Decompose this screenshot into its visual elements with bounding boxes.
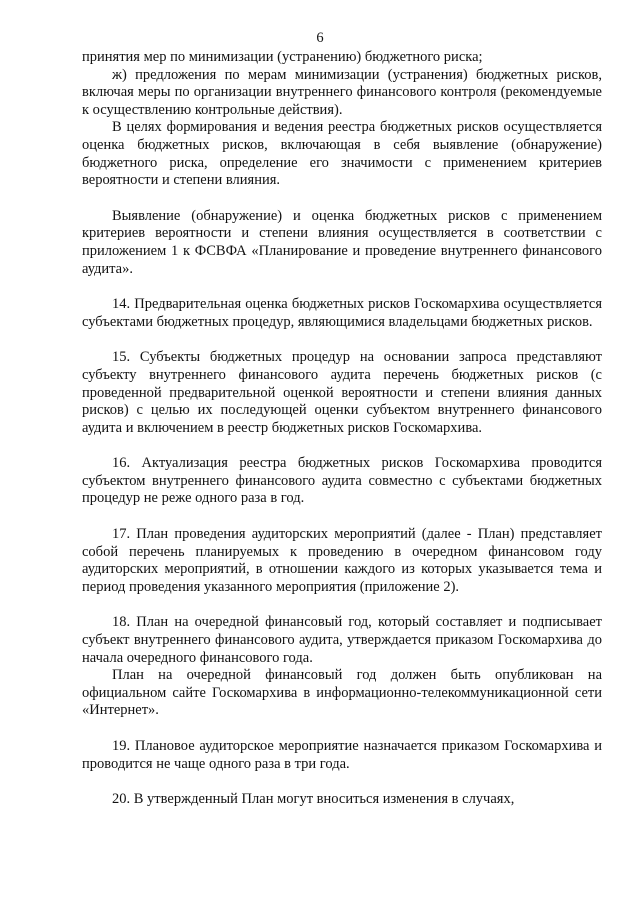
paragraph-18-publication: План на очередной финансовый год должен быть опубликован на официальном сайте Госкомархива в информационно-телекоммуникационной сети «Интернет». [82, 667, 602, 719]
paragraph-17: 17. План проведения аудиторских мероприятий (далее - План) представляет собой перечень планируемых к проведению в очередном финансовом году аудиторских мероприятий, в отношении каждого из которых указывается тема и период проведения указанного мероприятия (приложение 2). [82, 526, 602, 595]
paragraph-19: 19. Плановое аудиторское мероприятие назначается приказом Госкомархива и проводится не чаще одного раза в три года. [82, 738, 602, 772]
document-body [82, 49, 602, 809]
paragraph-14: 14. Предварительная оценка бюджетных рисков Госкомархива осуществляется субъектами бюджетных процедур, являющимися владельцами бюджетных рисков. [82, 296, 602, 330]
paragraph-16: 16. Актуализация реестра бюджетных рисков Госкомархива проводится субъектом внутреннего финансового аудита совместно с субъектами бюджетных процедур не реже одного раза в год. [82, 455, 602, 507]
paragraph-item-zh: ж) предложения по мерам минимизации (устранения) бюджетных рисков, включая меры по организации внутреннего финансового контроля (рекомендуемые к осуществлению контрольные действия). [82, 66, 602, 118]
page-number: 6 [316, 30, 324, 46]
paragraph-risk-identification: Выявление (обнаружение) и оценка бюджетных рисков с применением критериев вероятности и степени влияния осуществляется в соответствии с приложением 1 к ФСВФА «Планирование и проведение внутреннего финансового аудита». [82, 207, 602, 277]
paragraph-15: 15. Субъекты бюджетных процедур на основании запроса представляют субъекту внутреннего финансового аудита перечень бюджетных рисков (с проведенной предварительной оценкой вероятности и степени влияния данных рисков) с целью их последующей оценки субъектом внутреннего финансового аудита и включением в реестр бюджетных рисков Госкомархива. [82, 349, 602, 436]
paragraph-continuation: принятия мер по минимизации (устранению) бюджетного риска; [82, 49, 483, 65]
paragraph-18: 18. План на очередной финансовый год, который составляет и подписывает субъект внутреннего финансового аудита, утверждается приказом Госкомархива до начала очередного финансового года. [82, 614, 602, 666]
paragraph-risk-assessment: В целях формирования и ведения реестра бюджетных рисков осуществляется оценка бюджетных рисков, включающая в себя выявление (обнаружение) бюджетного риска, определение его значимости с применением критериев вероятности и степени влияния. [82, 119, 602, 189]
paragraph-20: 20. В утвержденный План могут вноситься изменения в случаях, [112, 791, 515, 808]
